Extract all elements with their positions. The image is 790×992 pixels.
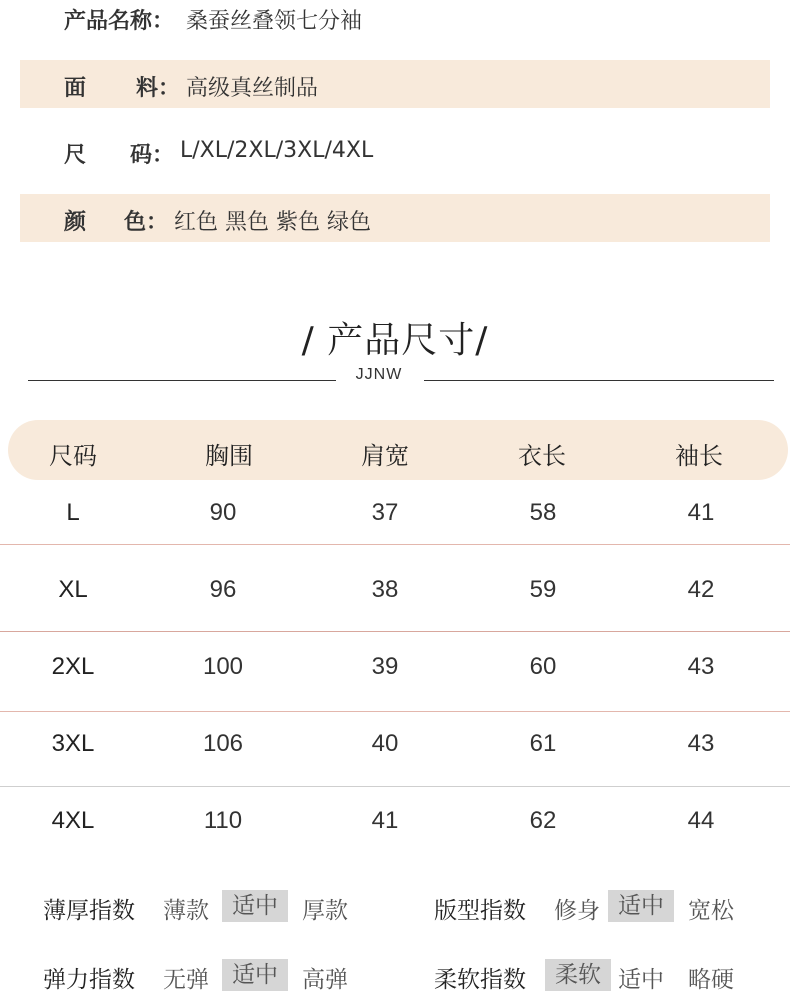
table-cell: 100 xyxy=(202,653,244,680)
spec-value: 桑蚕丝叠领七分袖 xyxy=(186,9,363,34)
table-cell: 40 xyxy=(371,730,399,757)
table-cell: 42 xyxy=(687,576,715,603)
table-cell: 43 xyxy=(687,653,715,680)
table-cell: 39 xyxy=(371,653,399,680)
section-title: / 产品尺寸/ xyxy=(301,320,489,361)
table-cell: 44 xyxy=(687,807,715,834)
table-cell: 60 xyxy=(529,653,557,680)
brand-logo: JJNW xyxy=(355,366,403,383)
table-cell-size: 4XL xyxy=(51,807,95,834)
table-cell-size: L xyxy=(66,499,80,526)
elasticity-index-title: 弹力指数 xyxy=(43,967,135,992)
table-cell-size: XL xyxy=(58,576,88,603)
softness-option: 略硬 xyxy=(688,967,734,992)
thickness-option: 薄款 xyxy=(163,898,209,924)
spec-value: 高级真丝制品 xyxy=(186,76,319,101)
elasticity-option-selected: 适中 xyxy=(222,959,288,991)
fit-option: 宽松 xyxy=(688,898,734,924)
table-cell: 61 xyxy=(529,730,557,757)
table-cell: 106 xyxy=(202,730,244,757)
divider-left xyxy=(28,380,336,381)
thickness-index-title: 薄厚指数 xyxy=(43,898,135,924)
spec-label-b: 料： xyxy=(136,76,181,101)
softness-option: 适中 xyxy=(618,967,664,992)
thickness-option: 厚款 xyxy=(302,898,348,924)
table-cell-size: 3XL xyxy=(51,730,95,757)
table-cell: 38 xyxy=(371,576,399,603)
row-divider xyxy=(0,711,790,712)
spec-row-fabric xyxy=(20,60,770,108)
fit-option: 修身 xyxy=(554,898,600,924)
spec-label-b: 色： xyxy=(124,210,169,235)
row-divider xyxy=(0,631,790,632)
row-divider xyxy=(0,544,790,545)
elasticity-option: 无弹 xyxy=(163,967,209,992)
thickness-option-selected: 适中 xyxy=(222,890,288,922)
table-cell: 59 xyxy=(529,576,557,603)
table-cell-size: 2XL xyxy=(51,653,95,680)
table-cell: 41 xyxy=(687,499,715,526)
table-cell: 96 xyxy=(209,576,237,603)
spec-label-a: 尺 xyxy=(64,143,87,168)
spec-label-a: 颜 xyxy=(64,210,87,235)
table-cell: 43 xyxy=(687,730,715,757)
table-cell: 90 xyxy=(209,499,237,526)
fit-index-title: 版型指数 xyxy=(434,898,526,924)
header-sleeve: 袖长 xyxy=(675,442,723,470)
divider-right xyxy=(424,380,774,381)
softness-option-selected: 柔软 xyxy=(545,959,611,991)
table-cell: 41 xyxy=(371,807,399,834)
spec-row-color xyxy=(20,194,770,242)
header-length: 衣长 xyxy=(518,442,566,470)
spec-value: L/XL/2XL/3XL/4XL xyxy=(180,138,374,163)
table-cell: 58 xyxy=(529,499,557,526)
row-divider xyxy=(0,786,790,787)
fit-option-selected: 适中 xyxy=(608,890,674,922)
table-cell: 62 xyxy=(529,807,557,834)
spec-row-product-name xyxy=(20,0,770,40)
table-cell: 110 xyxy=(203,807,243,834)
header-size: 尺码 xyxy=(49,442,97,470)
spec-label-a: 面 xyxy=(64,76,87,101)
spec-label: 产品名称： xyxy=(64,9,175,34)
softness-index-title: 柔软指数 xyxy=(434,967,526,992)
spec-label-b: 码： xyxy=(130,143,175,168)
elasticity-option: 高弹 xyxy=(302,967,348,992)
header-shoulder: 肩宽 xyxy=(361,442,409,470)
spec-row-size xyxy=(20,127,770,175)
header-chest: 胸围 xyxy=(205,442,253,470)
table-cell: 37 xyxy=(371,499,399,526)
spec-value: 红色 黑色 紫色 绿色 xyxy=(174,210,371,235)
